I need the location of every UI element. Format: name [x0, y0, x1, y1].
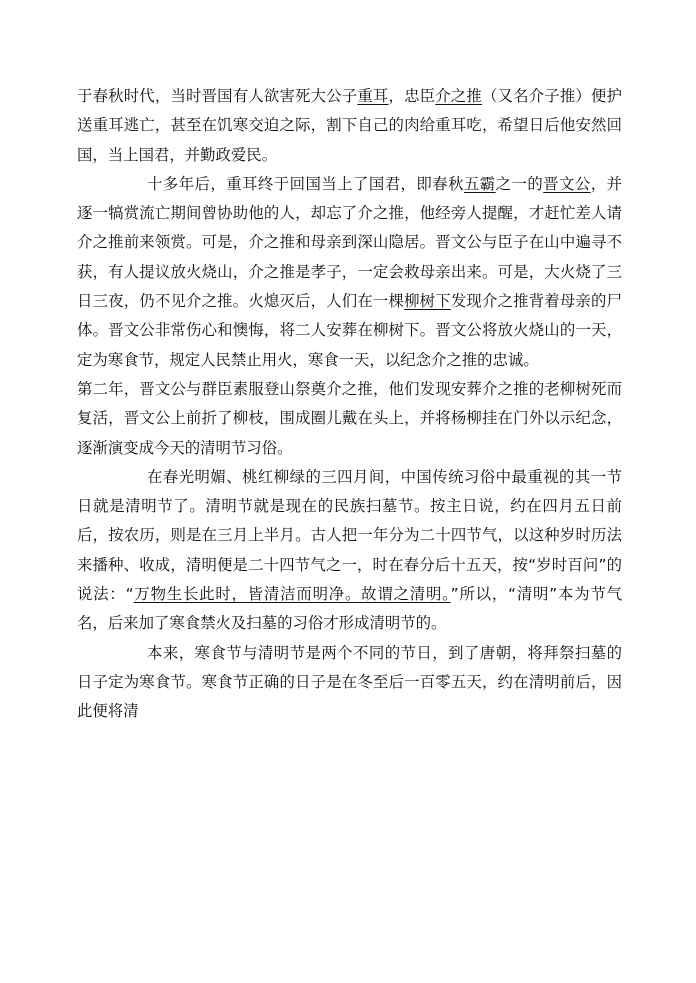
- text-run: 于春秋时代，当时晋国有人欲害死大公子: [77, 87, 358, 105]
- link-jie-zhi-tui[interactable]: 介之推: [435, 87, 482, 105]
- link-chong-er[interactable]: 重耳: [357, 87, 389, 105]
- paragraph: [77, 463, 622, 639]
- link-wu-ba[interactable]: 五霸: [463, 174, 496, 193]
- link-liu-shu-xia[interactable]: 柳树下: [404, 292, 451, 311]
- text-run: 发现介之推背着母亲的尸体。晋文公非常伤心和懊悔，将二人安葬在柳树下。晋文公将放火烧山的一天，定为寒食节，规定人民禁止用火，寒食一天，以纪念介之推的忠诚。: [77, 292, 622, 369]
- paragraph: [77, 375, 622, 463]
- paragraph: [77, 82, 622, 170]
- link-jin-wen-gong[interactable]: 晋文公: [543, 174, 591, 193]
- text-run: 第二年，晋文公与群臣素服登山祭奠介之推，他们发现安葬介之推的老柳树死而复活，晋文公上前折了柳枝，围成圈儿戴在头上，并将杨柳挂在门外以示纪念，逐渐演变成今天的清明节习俗。: [77, 379, 622, 457]
- text-run: ”所以，“清明”本为节气名，后来加了寒食禁火及扫墓的习俗才形成清明节的。: [77, 585, 622, 633]
- paragraph: [77, 639, 622, 727]
- text-run: 十多年后，重耳终于回国当上了国君，即春秋: [147, 174, 464, 193]
- text-run: ，并逐一犒赏流亡期间曾协助他的人，却忘了介之推，他经旁人提醒，才赶忙差人请介之推前来领赏。可是，介之推和母亲到深山隐居。晋文公与臣子在山中遍寻不获，有人提议放火烧山，介之推是孝子，一定会救母亲出来。可是，大火烧了三日三夜，仍不见介之推。火熄灭后，人们在一棵: [77, 174, 622, 311]
- text-run: 在春光明媚、桃红柳绿的三四月间，中国传统习俗中最重视的其一节日就是清明节了。清明节就是现在的民族扫墓节。按主日说，约在四月五日前后，按农历，则是在三月上半月。古人把一年分为二十四节气，以这种岁时历法来播种、收成，清明便是二十四节气之一，时在春分后十五天，按“岁时百问”的说法：“: [77, 467, 622, 604]
- paragraph: [77, 170, 622, 375]
- text-run: 之一的: [495, 174, 544, 193]
- text-run: （又名介子推）便护送重耳逃亡，甚至在饥寒交迫之际，割下自己的肉给重耳吃，希望日后他安然回国，当上国君，并勤政爱民。: [77, 87, 622, 164]
- text-run: ，忠臣: [388, 87, 436, 105]
- text-run: 本来，寒食节与清明节是两个不同的节日，到了唐朝，将拜祭扫墓的日子定为寒食节。寒食节正确的日子是在冬至后一百零五天，约在清明前后，因此便将清: [77, 643, 622, 721]
- underlined-quote: 万物生长此时，皆清洁而明净。故谓之清明。: [133, 585, 451, 604]
- document-page: [77, 82, 622, 727]
